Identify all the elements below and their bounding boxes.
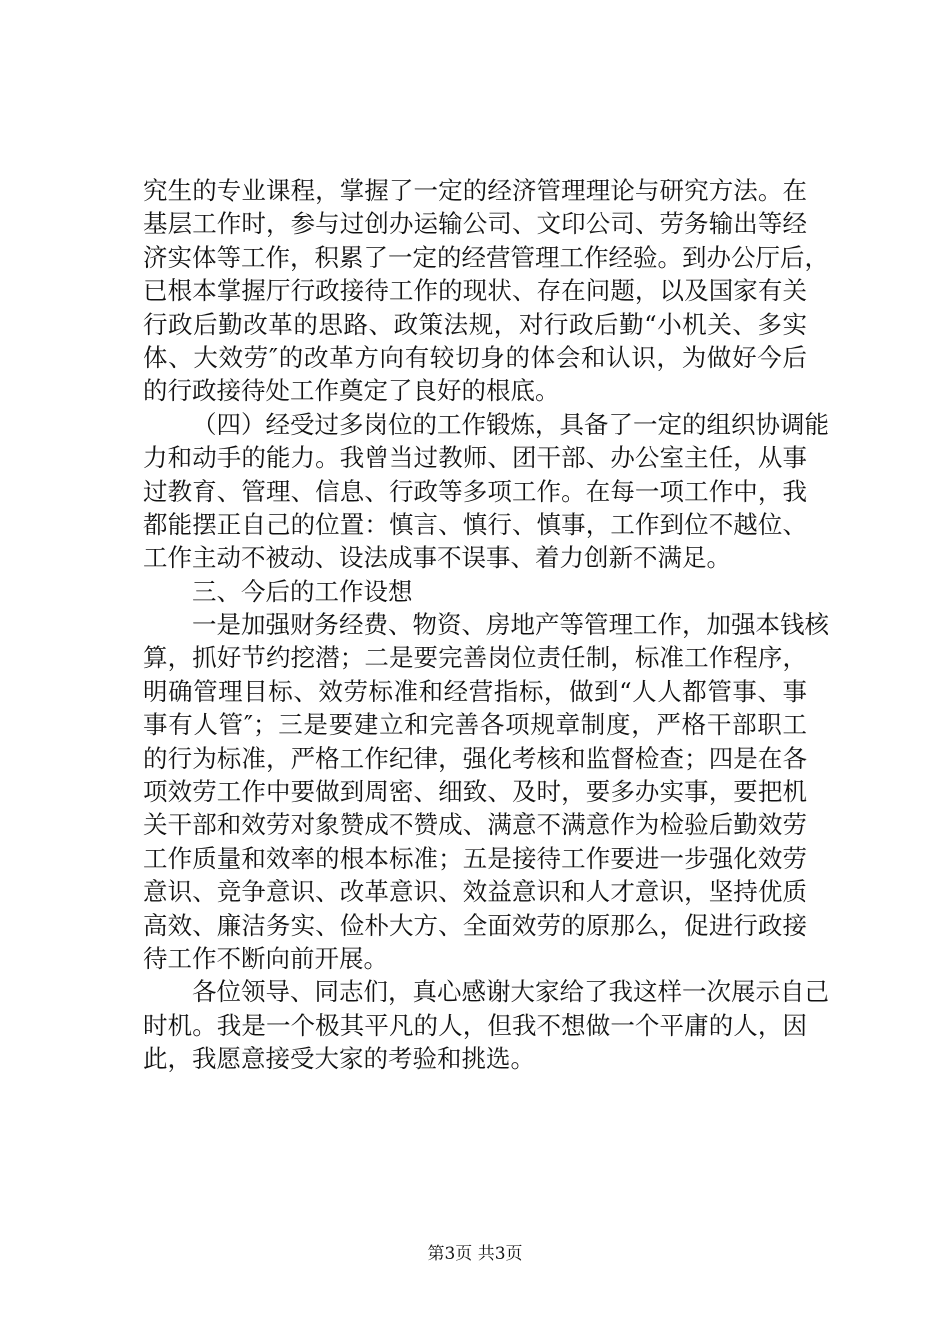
- text-line: 一是加强财务经费、物资、房地产等管理工作，加强本钱核: [192, 610, 829, 640]
- text-line: 项效劳工作中要做到周密、细致、及时，要多办实事，要把机: [143, 777, 807, 807]
- text-line: 行政后勤改革的思路、政策法规，对行政后勤“小机关、多实: [143, 309, 807, 339]
- text-line: 事有人管″；三是要建立和完善各项规章制度，严格干部职工: [143, 710, 807, 740]
- text-line: （四）经受过多岗位的工作锻炼，具备了一定的组织协调能: [192, 409, 829, 439]
- text-line: 济实体等工作，积累了一定的经营管理工作经验。到办公厅后，: [143, 242, 829, 272]
- text-line: 各位领导、同志们，真心感谢大家给了我这样一次展示自己: [192, 977, 829, 1007]
- text-line: 都能摆正自己的位置：慎言、慎行、慎事，工作到位不越位、: [143, 509, 807, 539]
- text-line: 此，我愿意接受大家的考验和挑选。: [143, 1044, 535, 1074]
- text-line: 究生的专业课程，掌握了一定的经济管理理论与研究方法。在: [143, 176, 807, 205]
- body-text: [143, 174, 829, 1076]
- text-line: 的行为标准，严格工作纪律，强化考核和监督检查；四是在各: [143, 743, 807, 773]
- page-footer: 第3页 共3页: [427, 1244, 523, 1264]
- text-line: 明确管理目标、效劳标准和经营指标，做到“人人都管事、事: [143, 676, 807, 706]
- text-line: 已根本掌握厅行政接待工作的现状、存在问题，以及国家有关: [143, 276, 807, 306]
- text-line: 力和动手的能力。我曾当过教师、团干部、办公室主任，从事: [143, 443, 807, 473]
- text-line: 工作质量和效率的根本标准；五是接待工作要进一步强化效劳: [143, 843, 807, 873]
- text-line: 时机。我是一个极其平凡的人，但我不想做一个平庸的人，因: [143, 1010, 807, 1040]
- text-line: 工作主动不被动、设法成事不误事、着力创新不满足。: [143, 543, 731, 573]
- text-line: 的行政接待处工作奠定了良好的根底。: [143, 376, 560, 406]
- text-line: 体、大效劳″的改革方向有较切身的体会和认识，为做好今后: [143, 342, 807, 372]
- text-line: 三、今后的工作设想: [192, 576, 413, 606]
- text-line: 算，抓好节约挖潜；二是要完善岗位责任制，标准工作程序，: [143, 643, 807, 673]
- text-line: 待工作不断向前开展。: [143, 943, 388, 973]
- text-line: 意识、竞争意识、改革意识、效益意识和人才意识，坚持优质: [143, 877, 807, 907]
- text-line: 高效、廉洁务实、俭朴大方、全面效劳的原那么，促进行政接: [143, 910, 807, 940]
- text-line: 过教育、管理、信息、行政等多项工作。在每一项工作中，我: [143, 476, 807, 506]
- text-line: 基层工作时，参与过创办运输公司、文印公司、劳务输出等经: [143, 209, 807, 239]
- text-line: 关干部和效劳对象赞成不赞成、满意不满意作为检验后勤效劳: [143, 810, 807, 840]
